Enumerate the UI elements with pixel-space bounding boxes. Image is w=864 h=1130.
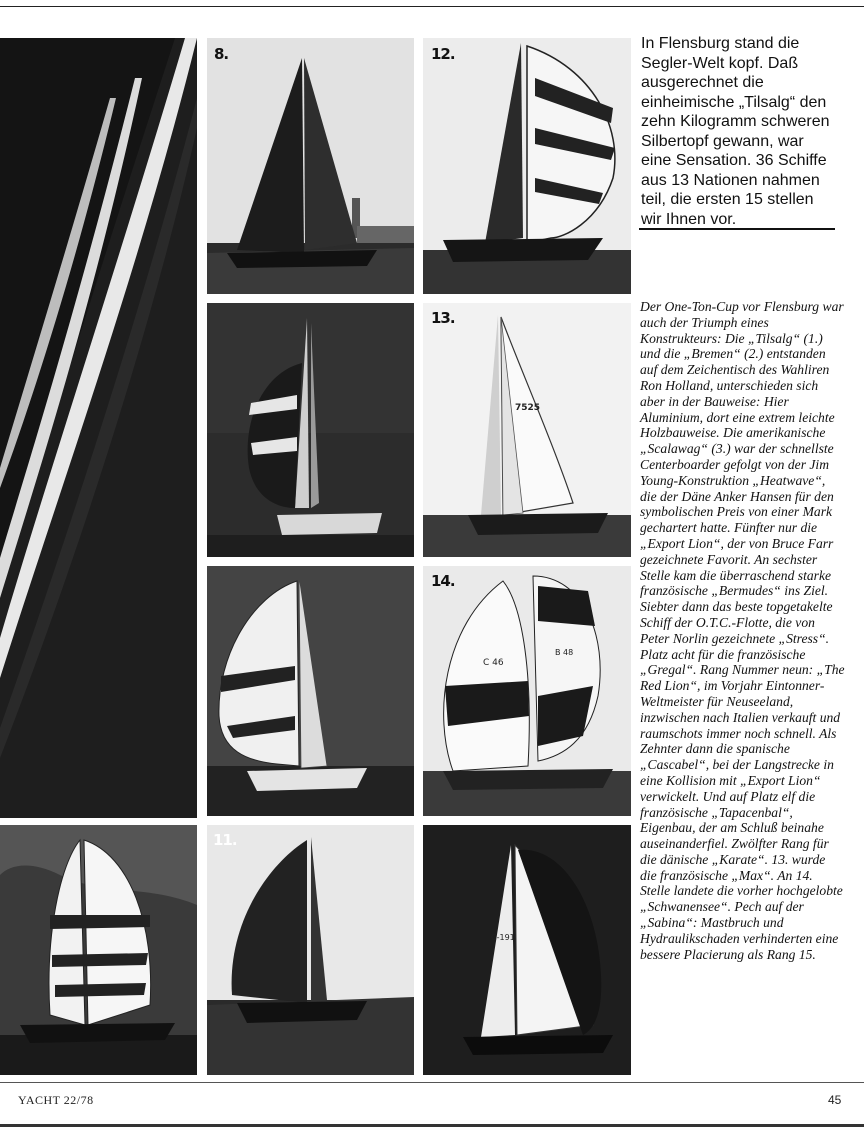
photo-14 <box>423 566 631 816</box>
intro-text: In Flensburg stand die Segler-Welt kopf. Daß ausgerechnet die einheimische „Tilsalg“ den zehn Kilogramm schweren Silbertopf gewann, war eine Sensation. 36 Schiffe aus 13 Nationen nahmen teil, die ersten 15 stellen wir Ihnen vor. <box>641 35 830 228</box>
bottom-bar <box>0 1124 864 1127</box>
sail-number-14b: B 48 <box>555 648 574 657</box>
photo-9 <box>207 303 414 557</box>
photo-large-sail <box>0 38 197 818</box>
photo-number-8: 8. <box>214 45 229 63</box>
photo-number-13: 13. <box>431 309 455 327</box>
photo-11 <box>207 825 414 1075</box>
sail-number-13: 7525 <box>515 403 541 413</box>
photo-number-12: 12. <box>431 45 455 63</box>
photo-13 <box>423 303 631 557</box>
top-rule <box>0 6 864 7</box>
photo-10 <box>207 566 414 816</box>
magazine-issue: YACHT 22/78 <box>18 1093 94 1107</box>
sail-number-15: C-191 <box>491 933 515 942</box>
page-number: 45 <box>828 1093 842 1107</box>
intro-rule <box>639 228 835 230</box>
photo-number-14: 14. <box>431 572 455 590</box>
footer-rule <box>0 1082 864 1083</box>
article-body: Der One-Ton-Cup vor Flensburg war auch der Triumph eines Konstrukteurs: Die „Tilsalg“ (1.) und die „Bremen“ (2.) entstanden auf dem Zeichentisch des Wahliren Ron Holland, unterschieden sich aber in der Bauweise: Hier Aluminium, dort eine extrem leichte Holzbauweise. Die amerikanische „Scalawag“ (3.) war der schnellste Centerboarder gefolgt von der Jim Young-Konstruktion „Heatwave“, die der Däne Anker Hansen für den symbolischen Preis von einer Mark gechartert hatte. Fünfter nur die „Export Lion“, der von Bruce Farr gezeichnete Favorit. An sechster Stelle kam die überraschend starke französische „Bermudes“ ins Ziel. Siebter dann das beste topgetakelte Schiff der O.T.C.-Flotte, die von Peter Norlin gezeichnete „Stress“. Platz acht für die französische „Gregal“. Rang Nummer neun: „The Red Lion“, im Vorjahr Eintonner-Weltmeister für Neuseeland, inzwischen nach Italien verkauft und raumschots immer noch schnell. Als Zehnter dann die spanische „Cascabel“, bei der Langstrecke in eine Kollision mit „Export Lion“ verwickelt. Und auf Platz elf die französische „Tapacenbal“, Eigenbau, der am Schluß beinahe auseinanderfiel. Zwölfter Rang für die dänische „Karate“. 13. wurde die französische „Max“. An 14. Stelle landete die vorher hochgelobte „Schwanensee“. Pech auf der „Sabina“: Mastbruch und Hydraulikschaden verhinderten eine bessere Placierung als Rang 15. <box>640 299 845 962</box>
photo-8 <box>207 38 414 294</box>
photo-number-11: 11. <box>213 831 237 849</box>
photo-15 <box>423 825 631 1075</box>
photo-12 <box>423 38 631 294</box>
sail-number-14: C 46 <box>483 658 504 668</box>
photo-bottom-left <box>0 825 197 1075</box>
